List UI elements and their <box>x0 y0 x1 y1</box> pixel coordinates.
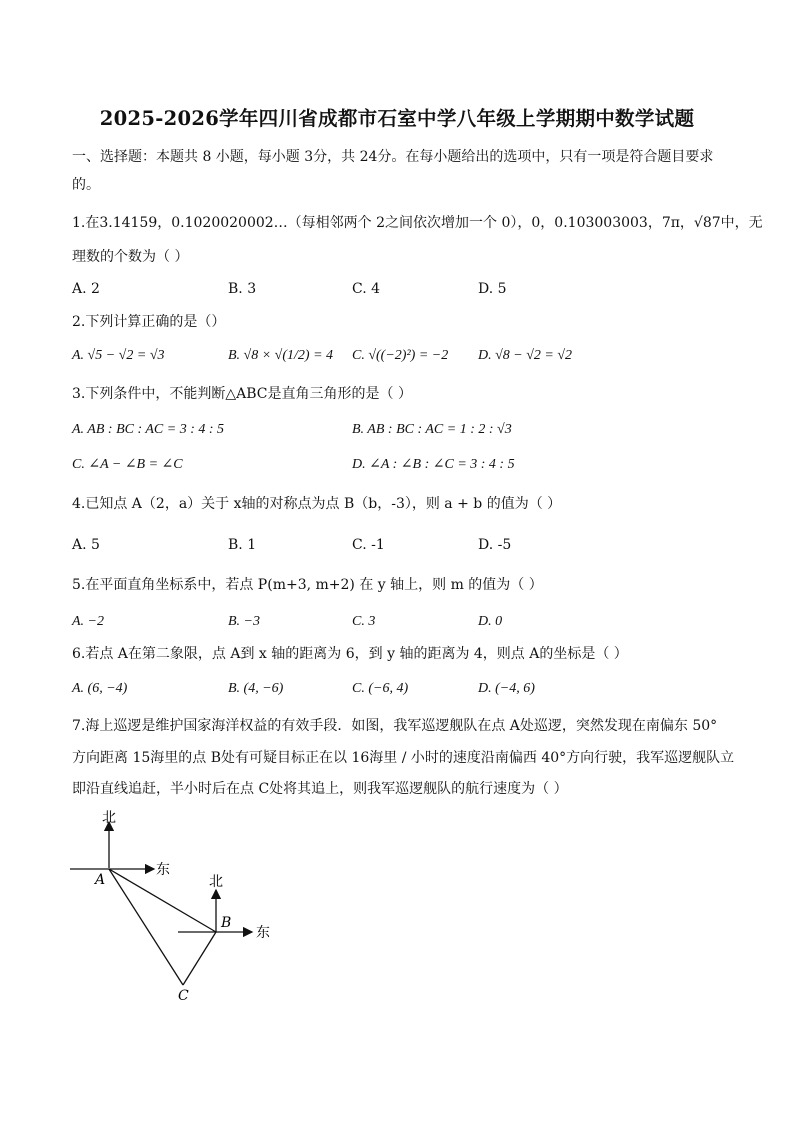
question-1-stem-line2: 理数的个数为（ ） <box>72 249 189 265</box>
question-5-option-c[interactable]: C. 3 <box>352 614 376 629</box>
question-1-option-a[interactable]: A. 2 <box>72 281 100 297</box>
segment-bc <box>183 932 216 985</box>
label-point-c: C <box>178 988 189 1004</box>
question-1-stem-line1: 1.在3.14159，0.1020020002…（每相邻两个 2之间依次增加一个 0），0，0.103003003，7π，√87中，无 <box>72 215 763 231</box>
question-3-option-c[interactable]: C. ∠A − ∠B = ∠C <box>72 457 183 472</box>
question-4-option-a[interactable]: A. 5 <box>72 537 100 553</box>
label-point-b: B <box>221 915 232 931</box>
question-6-option-a[interactable]: A. (6, −4) <box>72 681 128 696</box>
question-7-stem-line2: 方向距离 15海里的点 B处有可疑目标正在以 16海里 / 小时的速度沿南偏西 40°方向行驶，我军巡逻舰队立 <box>72 750 735 766</box>
question-6-option-b[interactable]: B. (4, −6) <box>228 681 284 696</box>
question-3-option-b[interactable]: B. AB : BC : AC = 1 : 2 : √3 <box>352 422 512 437</box>
section-instructions-line2: 的。 <box>72 177 100 193</box>
section-instructions-line1: 一、选择题：本题共 8 小题，每小题 3分，共 24分。在每小题给出的选项中，只有一项是符合题目要求 <box>72 149 714 165</box>
label-point-a: A <box>95 872 106 888</box>
question-2-stem: 2.下列计算正确的是（） <box>72 314 226 330</box>
segment-ac <box>109 869 183 985</box>
question-2-option-c[interactable]: C. √((−2)²) = −2 <box>352 348 449 363</box>
question-7-stem-line3: 即沿直线追赶，半小时后在点 C处将其追上，则我军巡逻舰队的航行速度为（ ） <box>72 781 568 797</box>
question-4-option-d[interactable]: D. -5 <box>478 537 512 553</box>
question-4-stem: 4.已知点 A（2，a）关于 x轴的对称点为点 B（b，-3），则 a + b 的值为（ ） <box>72 496 562 512</box>
question-6-option-d[interactable]: D. (−4, 6) <box>478 681 535 696</box>
question-1-option-c[interactable]: C. 4 <box>352 281 381 297</box>
question-5-option-a[interactable]: A. −2 <box>72 614 104 629</box>
question-4-option-b[interactable]: B. 1 <box>228 537 257 553</box>
question-7-figure <box>60 808 290 1008</box>
question-1-option-b[interactable]: B. 3 <box>228 281 257 297</box>
question-6-stem: 6.若点 A在第二象限，点 A到 x 轴的距离为 6，到 y 轴的距离为 4，则点 A的坐标是（ ） <box>72 646 628 662</box>
label-b-east: 东 <box>256 925 270 941</box>
question-5-stem: 5.在平面直角坐标系中，若点 P(m+3, m+2) 在 y 轴上，则 m 的值为（ ） <box>72 577 543 593</box>
question-1-option-d[interactable]: D. 5 <box>478 281 507 297</box>
question-3-stem: 3.下列条件中，不能判断△ABC是直角三角形的是（ ） <box>72 386 412 402</box>
question-2-option-b[interactable]: B. √8 × √(1/2) = 4 <box>228 348 334 363</box>
segment-ab <box>109 869 216 932</box>
question-6-option-c[interactable]: C. (−6, 4) <box>352 681 409 696</box>
question-2-option-a[interactable]: A. √5 − √2 = √3 <box>72 348 165 363</box>
question-3-option-a[interactable]: A. AB : BC : AC = 3 : 4 : 5 <box>72 422 225 437</box>
question-2-option-d[interactable]: D. √8 − √2 = √2 <box>478 348 573 363</box>
label-a-north: 北 <box>102 810 116 826</box>
page-title: 2025-2026学年四川省成都市石室中学八年级上学期期中数学试题 <box>99 107 695 130</box>
question-7-stem-line1: 7.海上巡逻是维护国家海洋权益的有效手段．如图，我军巡逻舰队在点 A处巡逻，突然发现在南偏东 50° <box>72 718 718 734</box>
question-4-option-c[interactable]: C. -1 <box>352 537 385 553</box>
question-3-option-d[interactable]: D. ∠A : ∠B : ∠C = 3 : 4 : 5 <box>352 457 515 472</box>
question-5-option-b[interactable]: B. −3 <box>228 614 260 629</box>
label-a-east: 东 <box>156 862 170 878</box>
label-b-north: 北 <box>209 874 223 890</box>
question-5-option-d[interactable]: D. 0 <box>478 614 503 629</box>
